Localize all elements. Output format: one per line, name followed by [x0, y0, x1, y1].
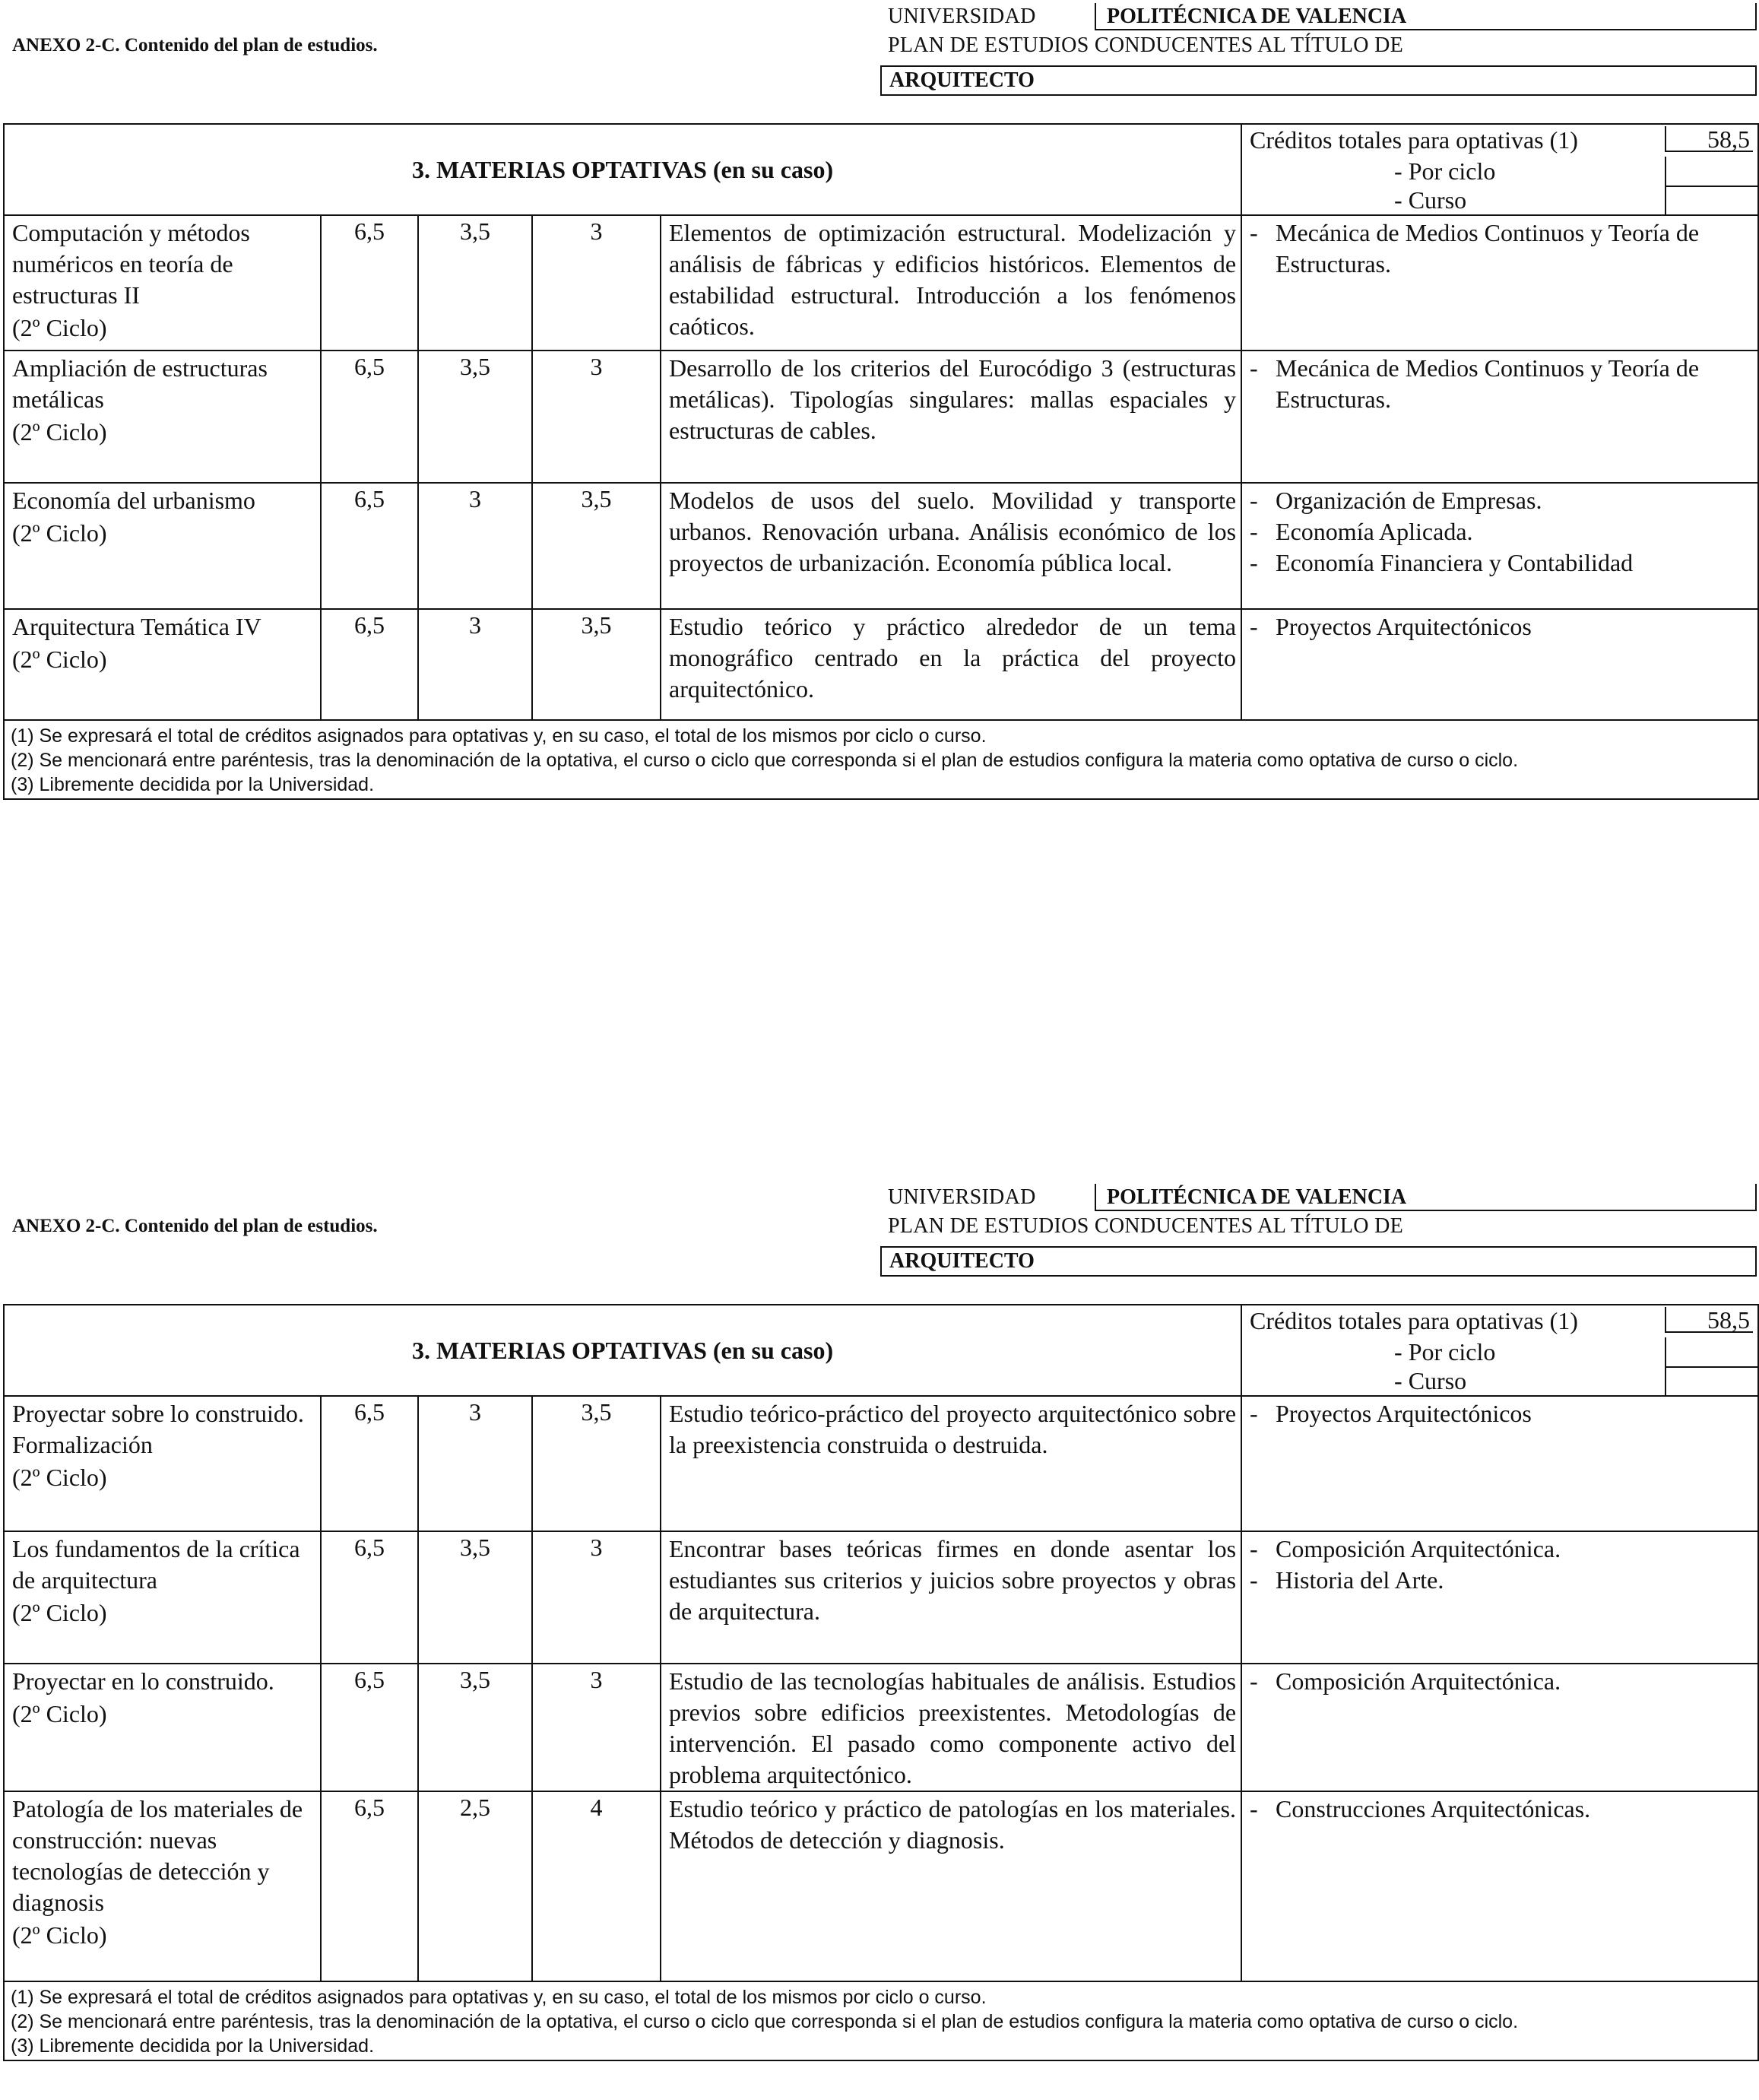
credits-per-course: - Curso [1394, 1367, 1467, 1394]
area-item: - Composición Arquitectónica. [1250, 1535, 1561, 1562]
table-row [4, 1664, 1758, 1791]
credits-value: 58,5 [1665, 126, 1753, 152]
knowledge-areas [1241, 351, 1758, 483]
subject-description: Estudio teórico-práctico del proyecto arquitectónico sobre la preexistencia construida o destruida. [661, 1396, 1241, 1531]
area-item: - Mecánica de Medios Continuos y Teoría de Estructuras. [1250, 219, 1700, 278]
area-item: - Mecánica de Medios Continuos y Teoría de Estructuras. [1250, 354, 1700, 413]
table-header-row [4, 1305, 1758, 1396]
table-row [4, 215, 1758, 351]
footnote: (2) Se mencionará entre paréntesis, tras la denominación de la optativa, el curso o ciclo que corresponda si el plan de estudios configura la materia como optativa de curso o ciclo. [11, 2011, 1519, 2032]
credits-per-course: - Curso [1394, 186, 1467, 214]
total-credits: 6,5 [321, 1791, 418, 1981]
knowledge-areas [1241, 215, 1758, 351]
university-label: UNIVERSIDAD [888, 5, 1036, 28]
footnote: (1) Se expresará el total de créditos asignados para optativas y, en su caso, el total de los mismos por ciclo o curso. [11, 1987, 987, 2008]
subject-cell [4, 483, 321, 609]
knowledge-areas [1241, 1791, 1758, 1981]
table-row [4, 1531, 1758, 1664]
plan-label: PLAN DE ESTUDIOS CONDUCENTES AL TÍTULO DE [888, 33, 1404, 57]
credits-cell [1241, 1305, 1758, 1396]
subject-cell [4, 1791, 321, 1981]
practice-credits: 3,5 [532, 483, 661, 609]
footnote: (1) Se expresará el total de créditos asignados para optativas y, en su caso, el total de los mismos por ciclo o curso. [11, 725, 987, 747]
subject-cycle: (2º Ciclo) [12, 1700, 107, 1727]
area-item: - Economía Financiera y Contabilidad [1250, 549, 1634, 576]
practice-credits: 4 [532, 1791, 661, 1981]
credits-cycle-box [1665, 1337, 1757, 1366]
subject-name: Los fundamentos de la crítica de arquitectura [12, 1535, 300, 1594]
university-label: UNIVERSIDAD [888, 1185, 1036, 1209]
optional-subjects-table [3, 1304, 1759, 2061]
practice-credits: 3,5 [532, 1396, 661, 1531]
subject-cell [4, 1396, 321, 1531]
practice-credits: 3 [532, 351, 661, 483]
total-credits: 6,5 [321, 215, 418, 351]
table-header-row [4, 124, 1758, 215]
subject-name: Arquitectura Temática IV [12, 613, 261, 640]
annex-title: ANEXO 2-C. Contenido del plan de estudios. [12, 1216, 378, 1236]
theory-credits: 3,5 [418, 215, 532, 351]
annex-title: ANEXO 2-C. Contenido del plan de estudios. [12, 35, 378, 56]
subject-description: Encontrar bases teóricas firmes en donde asentar los estudiantes sus criterios y juicios sobre proyectos y obras de arquitectura. [661, 1531, 1241, 1664]
knowledge-areas [1241, 1396, 1758, 1531]
theory-credits: 3 [418, 609, 532, 720]
theory-credits: 3,5 [418, 1531, 532, 1664]
subject-description: Estudio teórico y práctico de patologías en los materiales. Métodos de detección y diagnosis. [661, 1791, 1241, 1981]
area-item: - Composición Arquitectónica. [1250, 1667, 1561, 1695]
credits-value: 58,5 [1665, 1307, 1753, 1333]
credits-per-cycle: - Por ciclo [1394, 1338, 1496, 1366]
subject-name: Proyectar en lo construido. [12, 1667, 274, 1695]
practice-credits: 3 [532, 1664, 661, 1791]
subject-description: Estudio teórico y práctico alrededor de un tema monográfico centrado en la práctica del proyecto arquitectónico. [661, 609, 1241, 720]
section-title: 3. MATERIAS OPTATIVAS (en su caso) [4, 1305, 1241, 1396]
table-row [4, 1396, 1758, 1531]
subject-name: Economía del urbanismo [12, 487, 255, 514]
area-item: - Proyectos Arquitectónicos [1250, 613, 1532, 640]
university-name: POLITÉCNICA DE VALENCIA [1095, 3, 1757, 30]
knowledge-areas [1241, 1531, 1758, 1664]
subject-name: Proyectar sobre lo construido. Formalización [12, 1400, 304, 1458]
area-item: - Economía Aplicada. [1250, 518, 1473, 545]
area-item: - Organización de Empresas. [1250, 487, 1542, 514]
plan-label: PLAN DE ESTUDIOS CONDUCENTES AL TÍTULO DE [888, 1214, 1404, 1238]
subject-description: Elementos de optimización estructural. Modelización y análisis de fábricas y edificios históricos. Elementos de estabilidad estructural. Introducción a los fenómenos caóticos. [661, 215, 1241, 351]
credits-label: Créditos totales para optativas (1) [1250, 1307, 1578, 1334]
subject-description: Desarrollo de los criterios del Eurocódigo 3 (estructuras metálicas). Tipologías singulares: mallas espaciales y estructuras de cables. [661, 351, 1241, 483]
knowledge-areas [1241, 483, 1758, 609]
credits-label: Créditos totales para optativas (1) [1250, 126, 1578, 154]
footnote: (2) Se mencionará entre paréntesis, tras la denominación de la optativa, el curso o ciclo que corresponda si el plan de estudios configura la materia como optativa de curso o ciclo. [11, 750, 1519, 771]
subject-description: Estudio de las tecnologías habituales de análisis. Estudios previos sobre edificios preexistentes. Metodologías de intervención. El pasado como componente activo del problema arquitectónico. [661, 1664, 1241, 1791]
subject-description: Modelos de usos del suelo. Movilidad y transporte urbanos. Renovación urbana. Análisis económico de los proyectos de urbanización. Economía pública local. [661, 483, 1241, 609]
subject-cycle: (2º Ciclo) [12, 1599, 107, 1626]
footnotes [4, 1981, 1758, 2060]
subject-cell [4, 609, 321, 720]
area-item: - Proyectos Arquitectónicos [1250, 1400, 1532, 1427]
subject-cell [4, 351, 321, 483]
subject-cell [4, 1664, 321, 1791]
practice-credits: 3 [532, 1531, 661, 1664]
notes-row [4, 1981, 1758, 2060]
subject-cycle: (2º Ciclo) [12, 314, 107, 341]
credits-cycle-box [1665, 157, 1757, 186]
total-credits: 6,5 [321, 483, 418, 609]
theory-credits: 3,5 [418, 351, 532, 483]
degree-title: ARQUITECTO [880, 1246, 1757, 1277]
subject-name: Patología de los materiales de construcción: nuevas tecnologías de detección y diagnosis [12, 1795, 303, 1916]
subject-name: Computación y métodos numéricos en teoría de estructuras II [12, 219, 250, 309]
subject-cycle: (2º Ciclo) [12, 418, 107, 446]
table-row [4, 351, 1758, 483]
credits-cell [1241, 124, 1758, 215]
credits-per-cycle: - Por ciclo [1394, 157, 1496, 185]
notes-row [4, 720, 1758, 799]
section-title: 3. MATERIAS OPTATIVAS (en su caso) [4, 124, 1241, 215]
total-credits: 6,5 [321, 1664, 418, 1791]
knowledge-areas [1241, 1664, 1758, 1791]
subject-cell [4, 1531, 321, 1664]
total-credits: 6,5 [321, 609, 418, 720]
total-credits: 6,5 [321, 351, 418, 483]
credits-course-box [1665, 186, 1757, 214]
university-name: POLITÉCNICA DE VALENCIA [1095, 1184, 1757, 1211]
table-row [4, 609, 1758, 720]
subject-cell [4, 215, 321, 351]
subject-cycle: (2º Ciclo) [12, 1464, 107, 1491]
subject-cycle: (2º Ciclo) [12, 646, 107, 673]
theory-credits: 3 [418, 1396, 532, 1531]
theory-credits: 3,5 [418, 1664, 532, 1791]
table-row [4, 483, 1758, 609]
practice-credits: 3 [532, 215, 661, 351]
subject-cycle: (2º Ciclo) [12, 519, 107, 547]
credits-course-box [1665, 1366, 1757, 1395]
footnote: (3) Libremente decidida por la Universidad. [11, 2035, 375, 2057]
table-row [4, 1791, 1758, 1981]
footnote: (3) Libremente decidida por la Universidad. [11, 774, 375, 795]
area-item: - Historia del Arte. [1250, 1566, 1444, 1594]
footnotes [4, 720, 1758, 799]
total-credits: 6,5 [321, 1396, 418, 1531]
total-credits: 6,5 [321, 1531, 418, 1664]
document-page-2 [0, 1181, 1759, 2093]
knowledge-areas [1241, 609, 1758, 720]
practice-credits: 3,5 [532, 609, 661, 720]
theory-credits: 2,5 [418, 1791, 532, 1981]
subject-name: Ampliación de estructuras metálicas [12, 354, 268, 413]
theory-credits: 3 [418, 483, 532, 609]
area-item: - Construcciones Arquitectónicas. [1250, 1795, 1591, 1822]
optional-subjects-table [3, 123, 1759, 800]
degree-title: ARQUITECTO [880, 65, 1757, 96]
document-page-1 [0, 0, 1759, 912]
subject-cycle: (2º Ciclo) [12, 1921, 107, 1949]
